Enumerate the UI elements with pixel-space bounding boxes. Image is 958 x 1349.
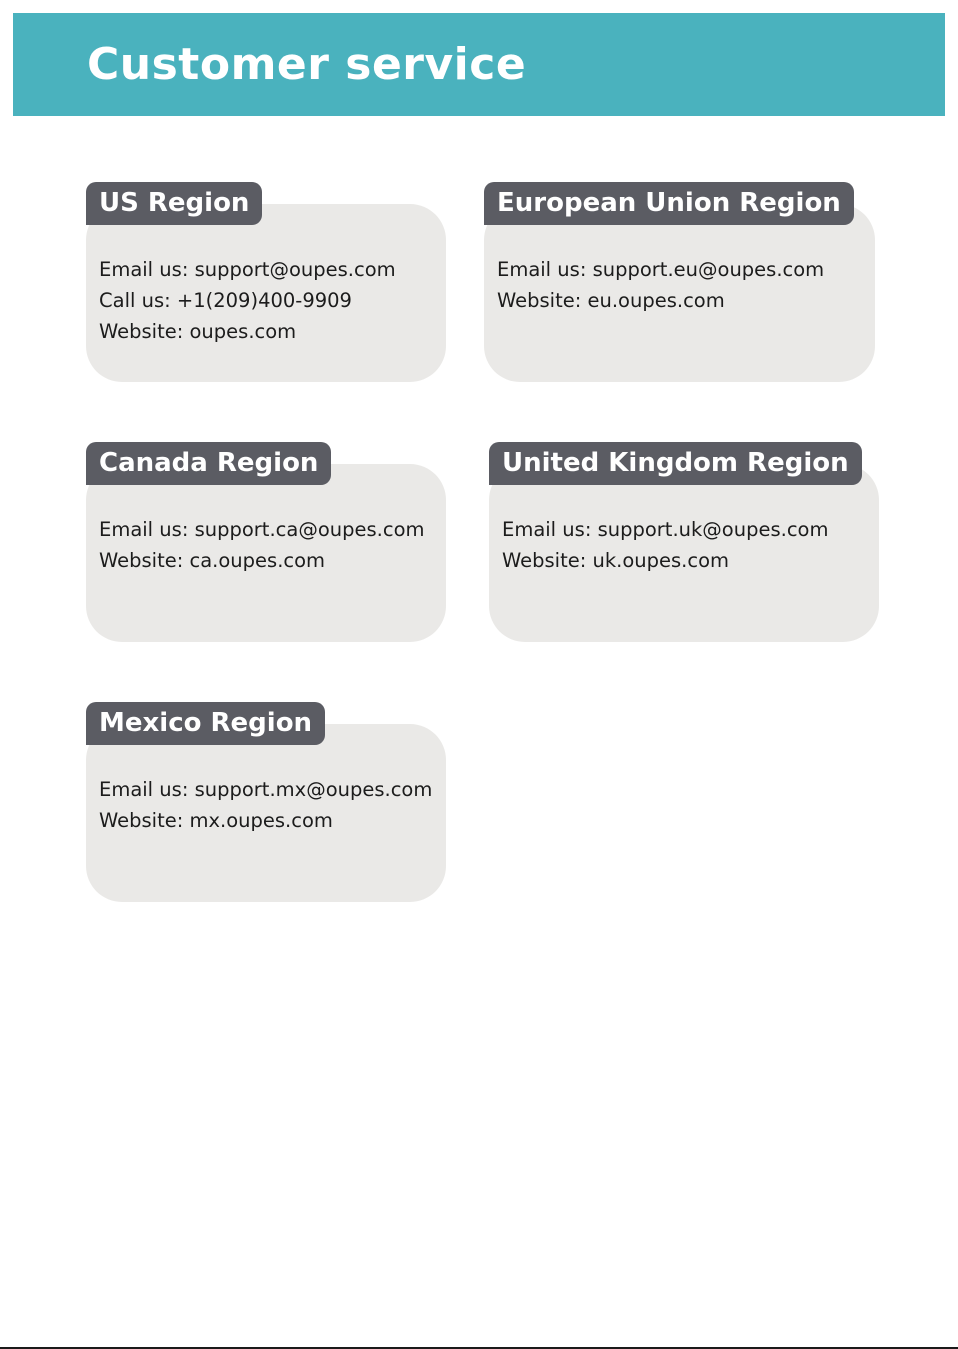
email-line: Email us: support.uk@oupes.com <box>502 518 829 541</box>
region-card-canada <box>86 442 446 642</box>
website-line: Website: mx.oupes.com <box>99 809 333 832</box>
email-line: Email us: support.ca@oupes.com <box>99 518 425 541</box>
website-line: Website: uk.oupes.com <box>502 549 730 572</box>
page-title: Customer service <box>87 39 527 90</box>
region-title: European Union Region <box>484 182 854 225</box>
contact-list <box>99 774 432 836</box>
email-line: Email us: support@oupes.com <box>99 258 396 281</box>
email-line: Email us: support.mx@oupes.com <box>99 778 433 801</box>
region-title: Canada Region <box>86 442 331 485</box>
contact-list <box>99 254 396 347</box>
contact-list <box>502 514 828 576</box>
region-title: United Kingdom Region <box>489 442 862 485</box>
contact-list <box>99 514 425 576</box>
region-card-us <box>86 182 446 382</box>
region-card-eu <box>484 182 875 382</box>
email-line: Email us: support.eu@oupes.com <box>497 258 825 281</box>
website-line: Website: eu.oupes.com <box>497 289 725 312</box>
region-title: US Region <box>86 182 262 225</box>
header-banner <box>13 13 945 116</box>
contact-list <box>497 254 824 316</box>
region-title: Mexico Region <box>86 702 325 745</box>
region-card-uk <box>489 442 879 642</box>
website-line: Website: ca.oupes.com <box>99 549 326 572</box>
website-line: Website: oupes.com <box>99 320 297 343</box>
region-card-mexico <box>86 702 446 902</box>
phone-line: Call us: +1(209)400-9909 <box>99 289 352 312</box>
